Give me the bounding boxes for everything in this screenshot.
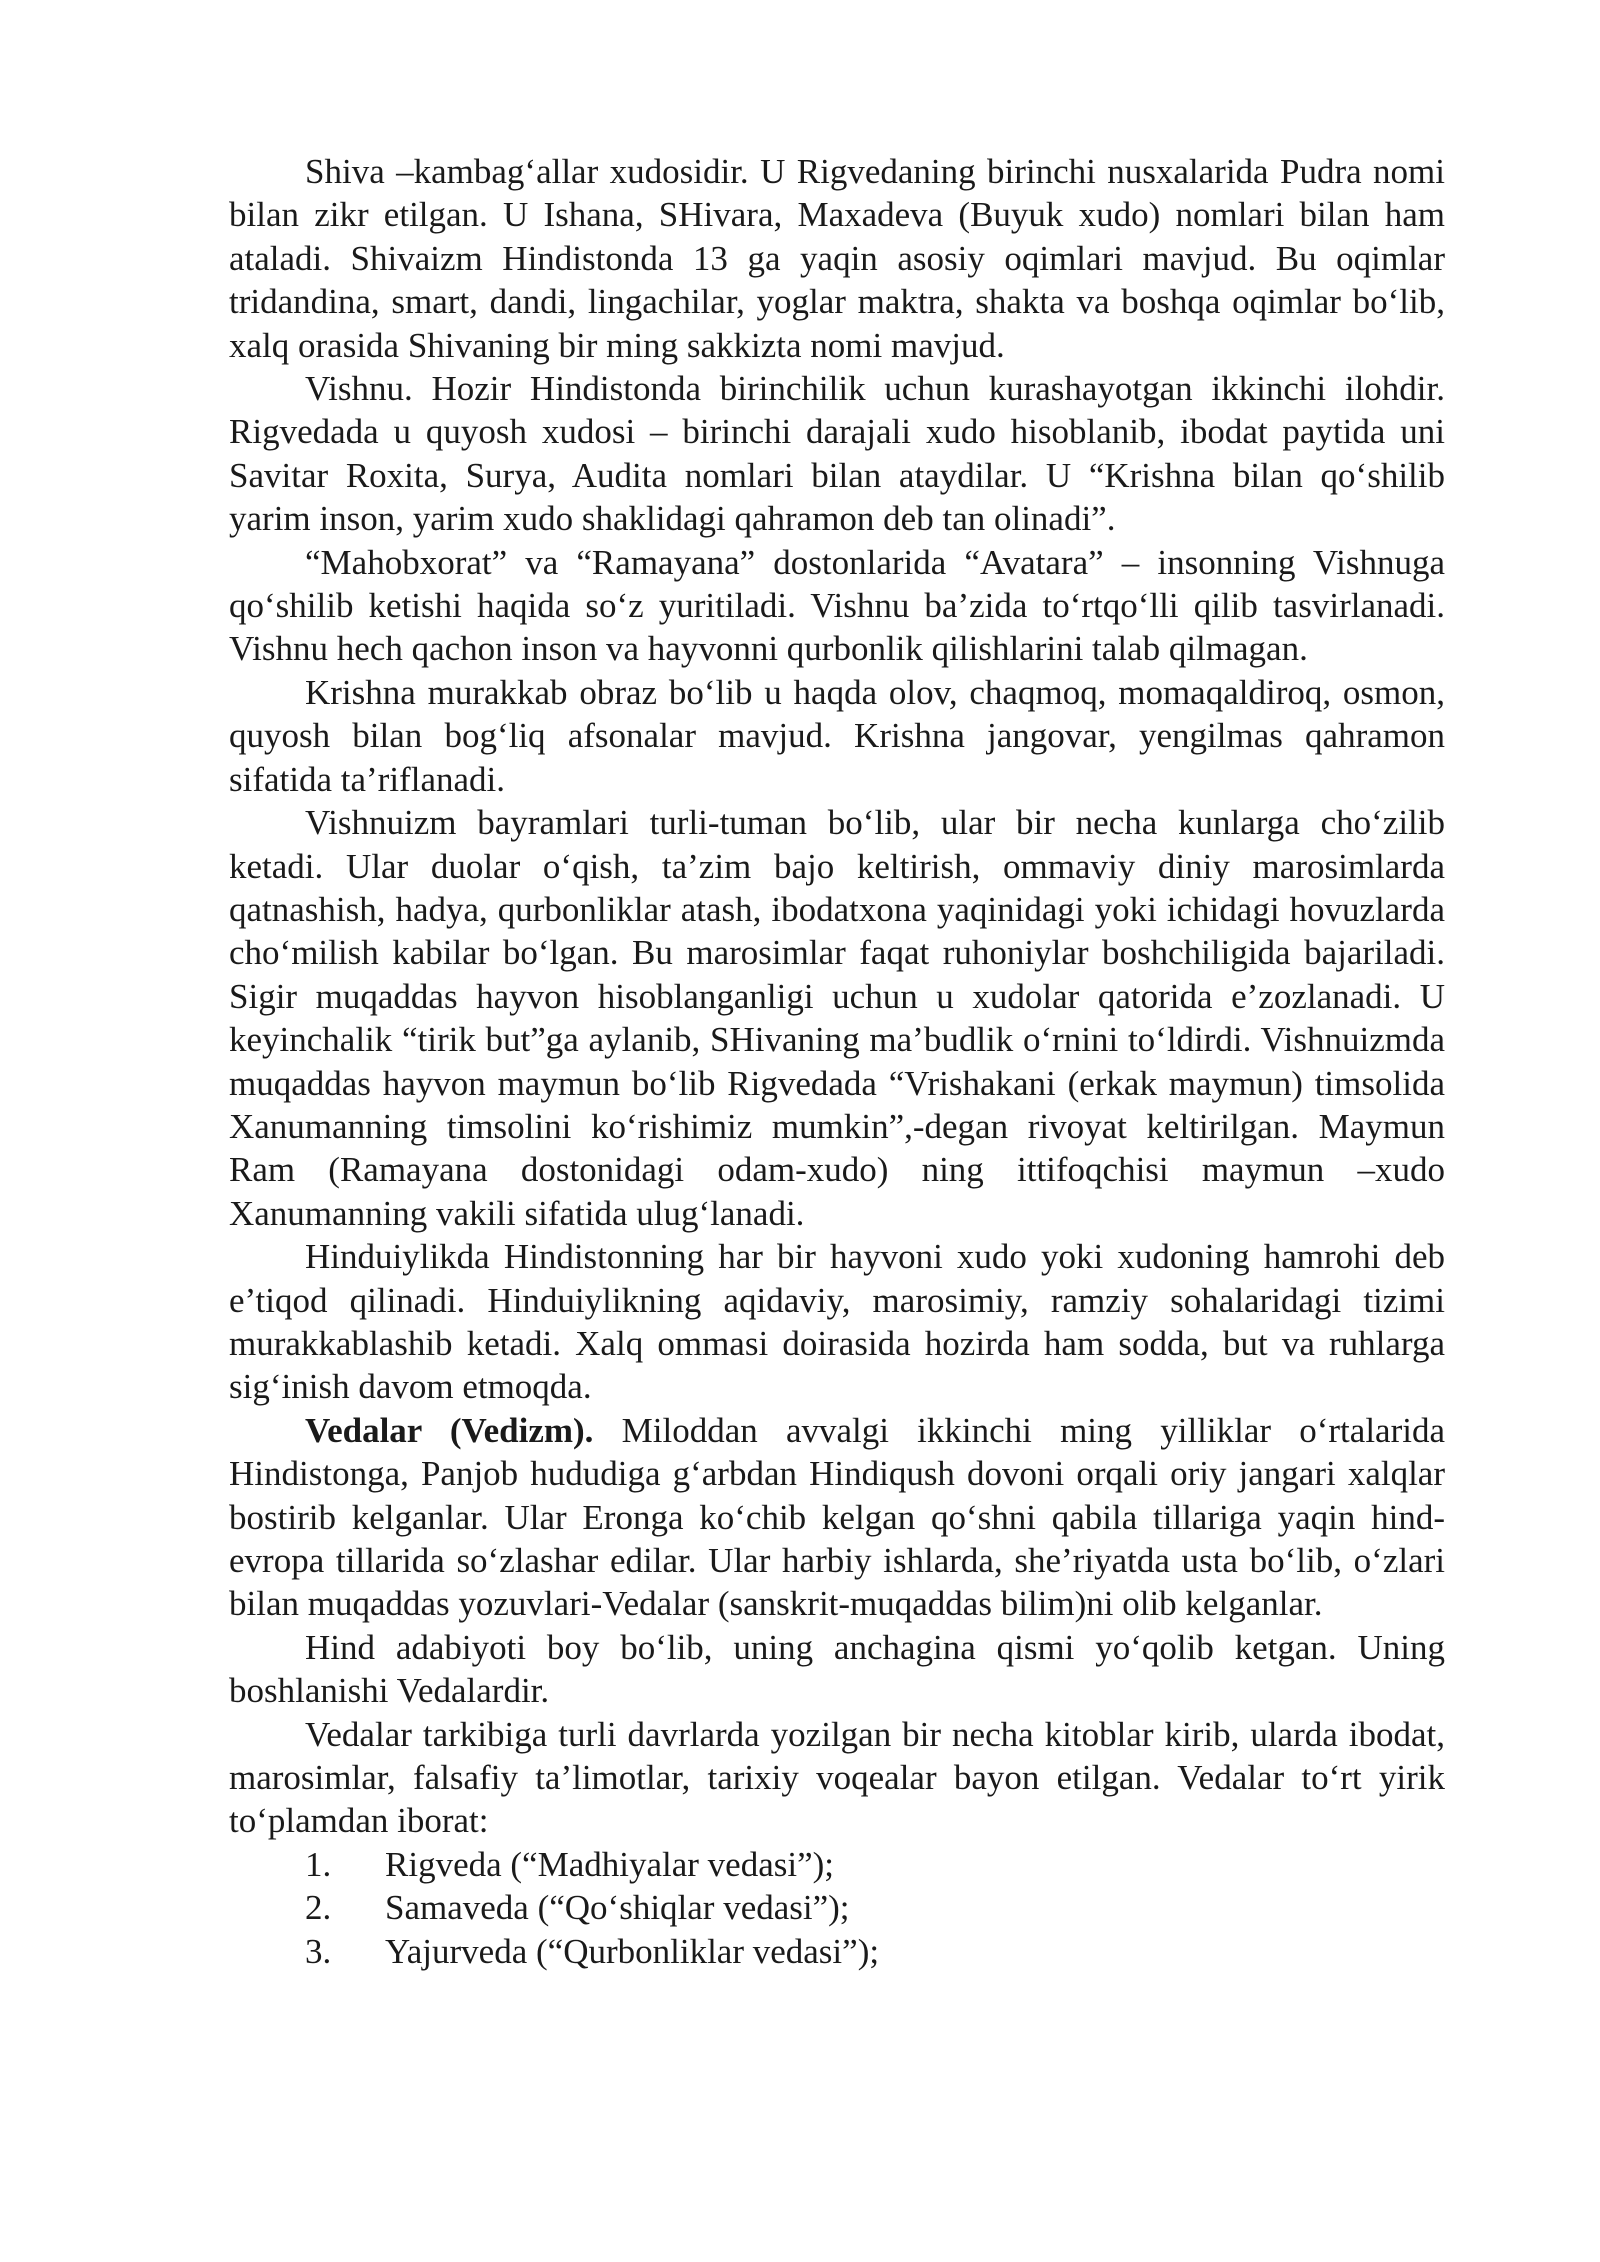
paragraph-text: Hind adabiyoti boy bo‘lib, uning anchagina qismi yo‘qolib ketgan. Uning boshlanishi Vedalardir.	[229, 1627, 1445, 1711]
paragraph-avatara	[229, 541, 1445, 671]
paragraph-text: Hinduiylikda Hindistonning har bir hayvoni xudo yoki xudoning hamrohi deb e’tiqod qilinadi. Hinduiylikning aqidaviy, marosimiy, ramziy sohalaridagi tizimi murakkablashib ketadi. Xalq ommasi doirasida hozirda ham sodda, but va ruhlarga sig‘inish davom etmoqda.	[229, 1237, 1445, 1407]
list-item	[229, 1886, 1445, 1929]
list-item	[229, 1843, 1445, 1886]
paragraph-indian-literature	[229, 1626, 1445, 1713]
section-heading: Vedalar (Vedizm).	[305, 1410, 594, 1450]
list-text: Samaveda (“Qo‘shiqlar vedasi”);	[385, 1888, 850, 1928]
list-text: Rigveda (“Madhiyalar vedasi”);	[385, 1844, 834, 1884]
list-item	[229, 1930, 1445, 1973]
vedas-list	[229, 1843, 1445, 1973]
paragraph-vedas-composition	[229, 1713, 1445, 1843]
paragraph-text: Vishnuizm bayramlari turli-tuman bo‘lib, ular bir necha kunlarga cho‘zilib ketadi. Ular duolar o‘qish, ta’zim bajo keltirish, ommaviy diniy marosimlarda qatnashish, hadya, qurbonliklar atash, ibodatxona yaqinidagi yoki ichidagi hovuzlarda cho‘milish kabilar bo‘lgan. Bu marosimlar faqat ruhoniylar boshchiligida bajariladi. Sigir muqaddas hayvon hisoblanganligi uchun u xudolar qatorida e’zozlanadi. U keyinchalik “tirik but”ga aylanib, SHivaning ma’budlik o‘rnini to‘ldirdi. Vishnuizmda muqaddas hayvon maymun bo‘lib Rigvedada “Vrishakani (erkak maymun) timsolida Xanumanning timsolini ko‘rishimiz mumkin”,-degan rivoyat keltirilgan. Maymun Ram (Ramayana dostonidagi odam-xudo) ning ittifoqchisi maymun –xudo Xanumanning vakili sifatida ulug‘lanadi.	[229, 803, 1445, 1233]
list-number: 3.	[305, 1931, 332, 1971]
list-text: Yajurveda (“Qurbonliklar vedasi”);	[385, 1931, 880, 1971]
list-number: 2.	[305, 1888, 332, 1928]
paragraph-text: Krishna murakkab obraz bo‘lib u haqda olov, chaqmoq, momaqaldiroq, osmon, quyosh bilan bog‘liq afsonalar mavjud. Krishna jangovar, yengilmas qahramon sifatida ta’riflanadi.	[229, 672, 1445, 799]
paragraph-text: Vedalar tarkibiga turli davrlarda yozilgan bir necha kitoblar kirib, ularda ibodat, marosimlar, falsafiy ta’limotlar, tarixiy voqealar bayon etilgan. Vedalar to‘rt yirik to‘plamdan iborat:	[229, 1714, 1445, 1841]
list-number: 1.	[305, 1844, 332, 1884]
paragraph-vishnuism-holidays	[229, 801, 1445, 1235]
paragraph-text: Vishnu. Hozir Hindistonda birinchilik uchun kurashayotgan ikkinchi ilohdir. Rigvedada u quyosh xudosi – birinchi darajali xudo hisoblanib, ibodat paytida uni Savitar Roxita, Surya, Audita nomlari bilan ataydilar. U “Krishna bilan qo‘shilib yarim inson, yarim xudo shaklidagi qahramon deb tan olinadi”.	[229, 369, 1445, 539]
paragraph-vishnu	[229, 367, 1445, 541]
paragraph-krishna	[229, 671, 1445, 801]
paragraph-vedas	[229, 1409, 1445, 1626]
paragraph-text: Miloddan avvalgi ikkinchi ming yilliklar o‘rtalarida Hindistonga, Panjob hududiga g‘arbdan Hindiqush dovoni orqali oriy jangari xalqlar bostirib kelganlar. Ular Eronga ko‘chib kelgan qo‘shni qabila tillariga yaqin hind-evropa tillarida so‘zlashar edilar. Ular harbiy ishlarda, she’riyatda usta bo‘lib, o‘zlari bilan muqaddas yozuvlari-Vedalar (sanskrit-muqaddas bilim)ni olib kelganlar.	[229, 1410, 1445, 1624]
paragraph-text: “Mahobxorat” va “Ramayana” dostonlarida “Avatara” – insonning Vishnuga qo‘shilib ketishi haqida so‘z yuritiladi. Vishnu ba’zida to‘rtqo‘lli qilib tasvirlanadi. Vishnu hech qachon inson va hayvonni qurbonlik qilishlarini talab qilmagan.	[229, 542, 1445, 669]
paragraph-text: Shiva –kambag‘allar xudosidir. U Rigvedaning birinchi nusxalarida Pudra nomi bilan zikr etilgan. U Ishana, SHivara, Maxadeva (Buyuk xudo) nomlari bilan ham ataladi. Shivaizm Hindistonda 13 ga yaqin asosiy oqimlari mavjud. Bu oqimlar tridandina, smart, dandi, lingachilar, yoglar maktra, shakta va boshqa oqimlar bo‘lib, xalq orasida Shivaning bir ming sakkizta nomi mavjud.	[229, 152, 1445, 365]
document-page	[229, 150, 1445, 1973]
paragraph-hinduism	[229, 1235, 1445, 1409]
paragraph-shiva	[229, 150, 1445, 367]
